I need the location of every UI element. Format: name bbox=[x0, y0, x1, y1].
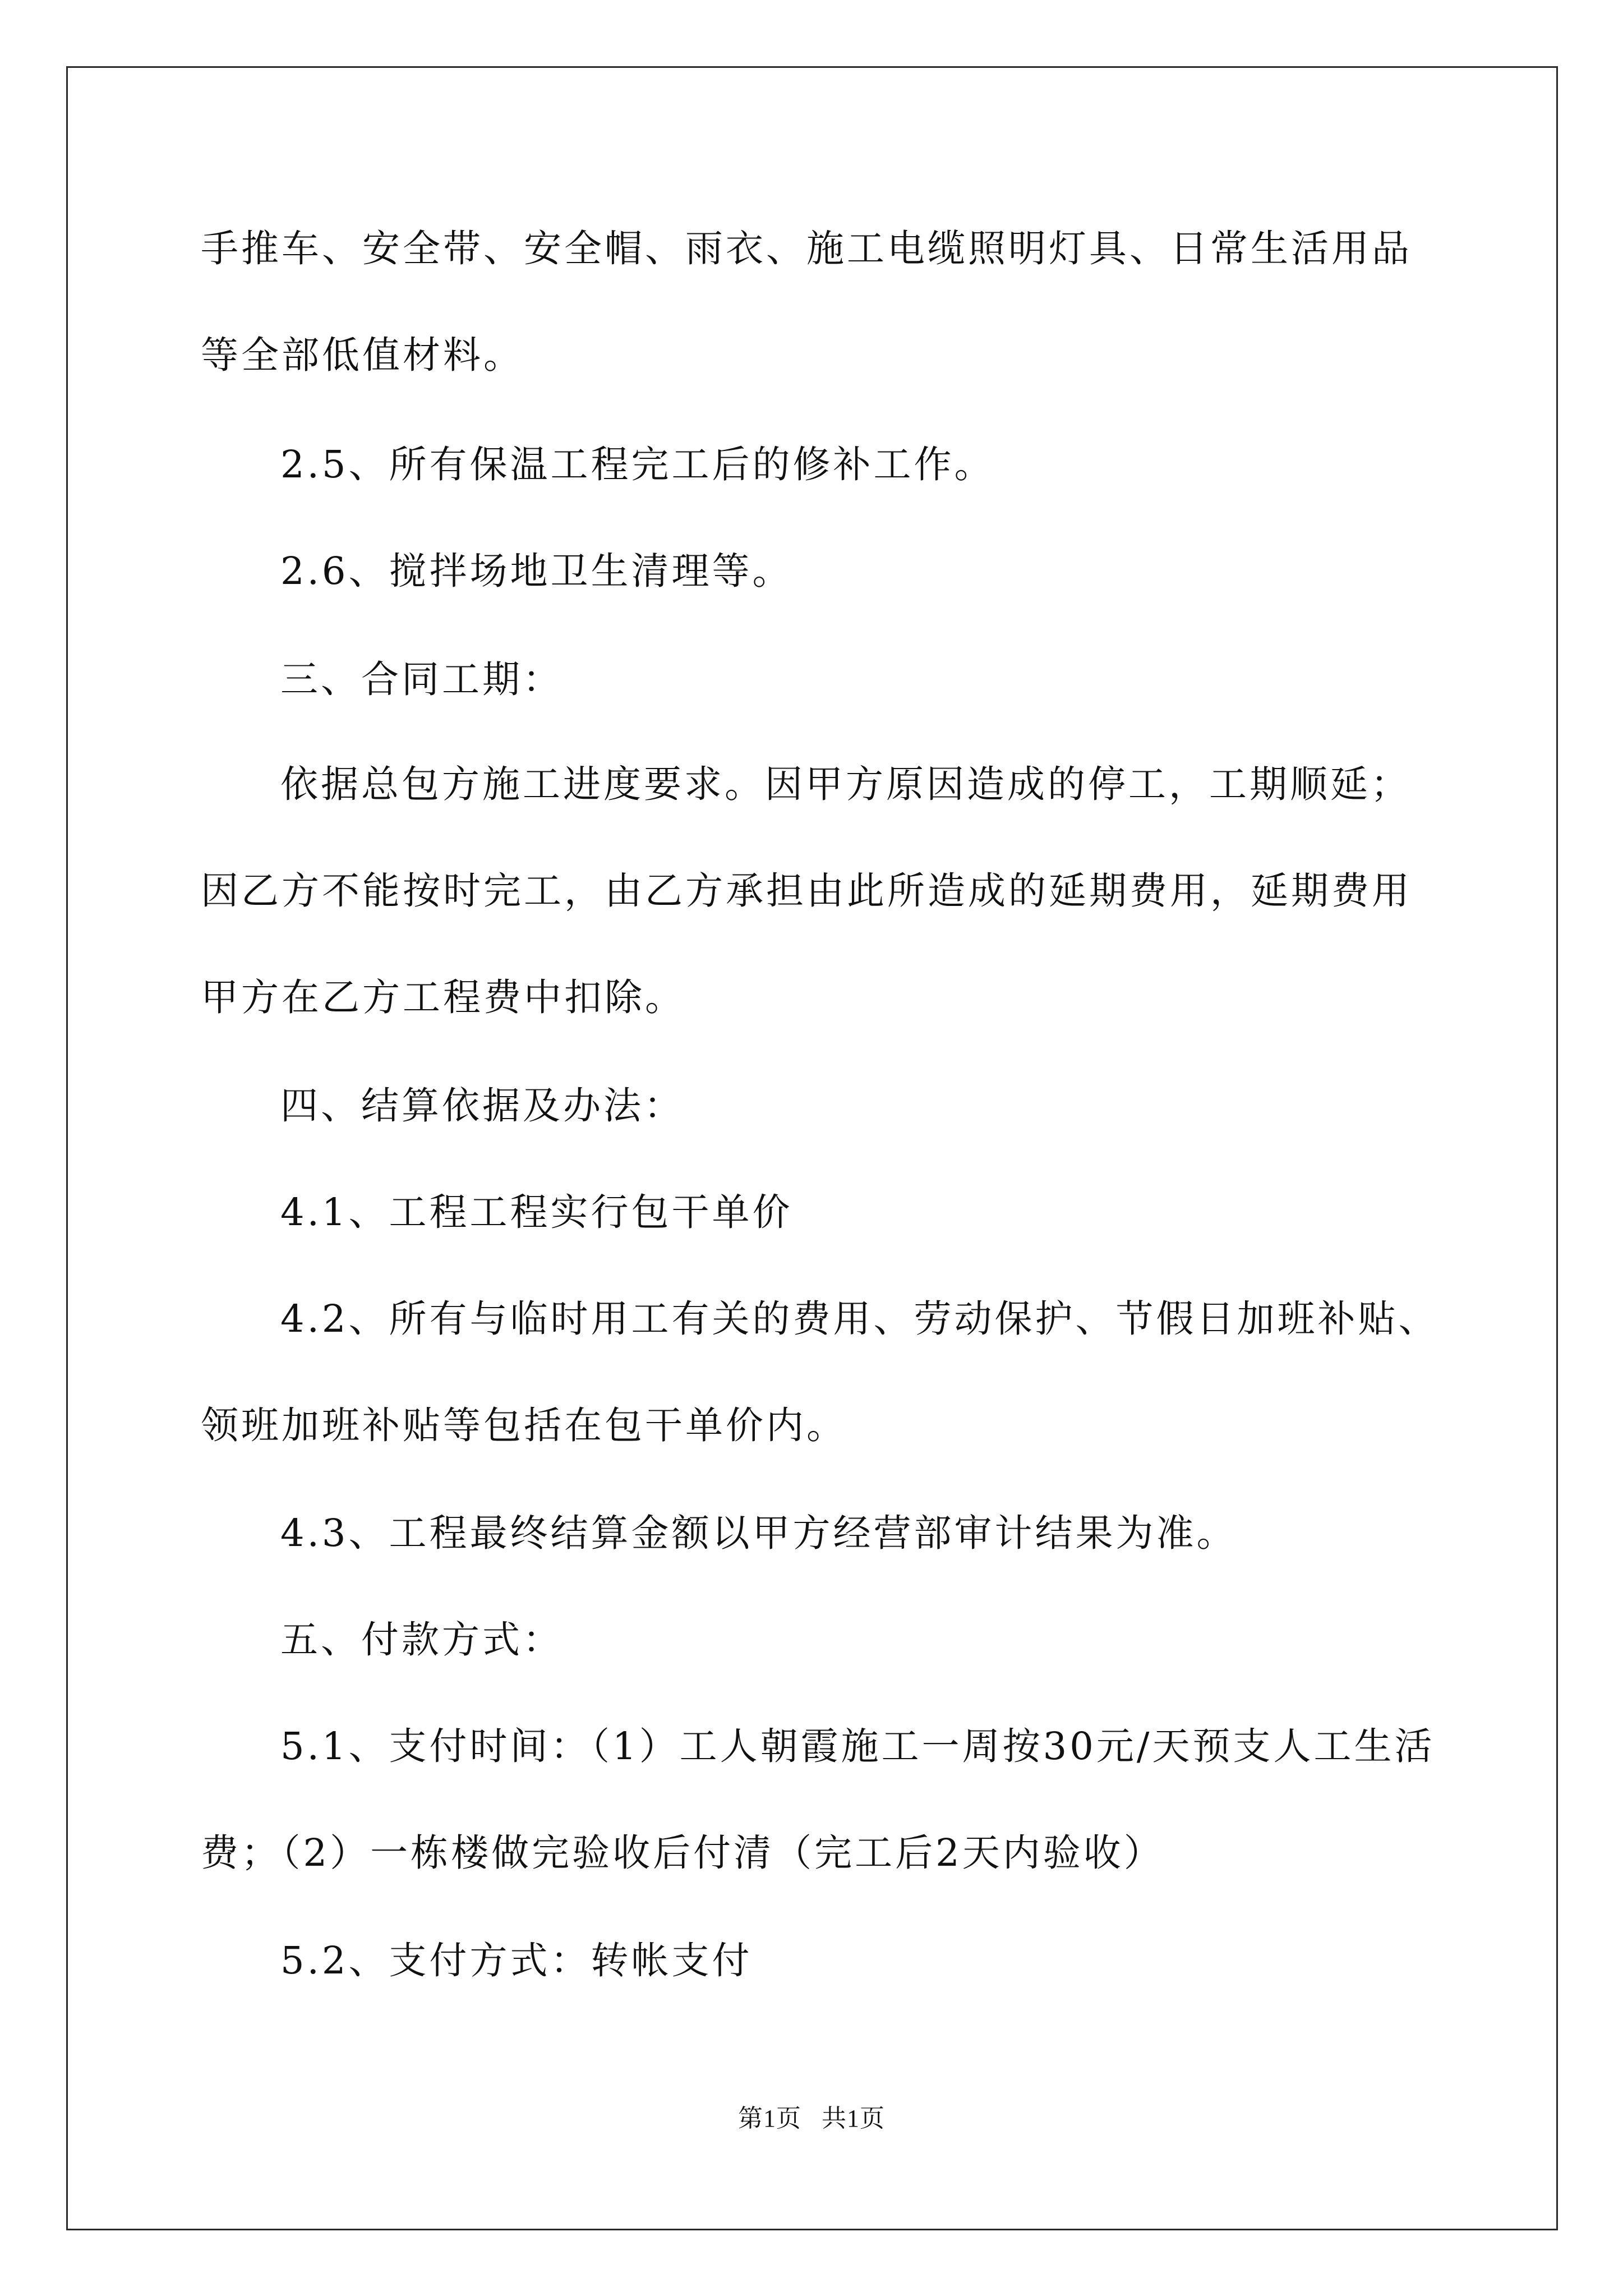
clause-4-2: 4.2、所有与临时用工有关的费用、劳动保护、节假日加班补贴、 bbox=[280, 1297, 1439, 1341]
body-text-line: 因乙方不能按时完工，由乙方承担由此所造成的延期费用，延期费用 bbox=[201, 869, 1412, 913]
body-text-line: 依据总包方施工进度要求。因甲方原因造成的停工，工期顺延； bbox=[280, 762, 1411, 806]
clause-5-1: 5.1、支付时间：（1）工人朝霞施工一周按30元/天预支人工生活 bbox=[280, 1724, 1435, 1768]
section-heading-settlement: 四、结算依据及办法： bbox=[280, 1084, 684, 1128]
body-text-line: 甲方在乙方工程费中扣除。 bbox=[201, 976, 685, 1019]
section-heading-contract-period: 三、合同工期： bbox=[280, 657, 563, 701]
section-heading-payment: 五、付款方式： bbox=[280, 1618, 563, 1662]
clause-2-5: 2.5、所有保温工程完工后的修补工作。 bbox=[280, 443, 995, 486]
body-text-line: 手推车、安全带、安全帽、雨衣、施工电缆照明灯具、日常生活用品 bbox=[201, 227, 1412, 270]
body-text-line: 费；（2）一栋楼做完验收后付清（完工后2天内验收） bbox=[201, 1831, 1164, 1875]
clause-4-3: 4.3、工程最终结算金额以甲方经营部审计结果为准。 bbox=[280, 1511, 1237, 1555]
page-number-footer: 第1页 共1页 bbox=[738, 2105, 885, 2132]
body-text-line: 等全部低值材料。 bbox=[201, 333, 524, 377]
page-border bbox=[66, 66, 1558, 2230]
clause-4-1: 4.1、工程工程实行包干单价 bbox=[280, 1190, 793, 1234]
clause-2-6: 2.6、搅拌场地卫生清理等。 bbox=[280, 549, 793, 593]
body-text-line: 领班加班补贴等包括在包干单价内。 bbox=[201, 1404, 847, 1447]
clause-5-2: 5.2、支付方式：转帐支付 bbox=[280, 1939, 753, 1982]
